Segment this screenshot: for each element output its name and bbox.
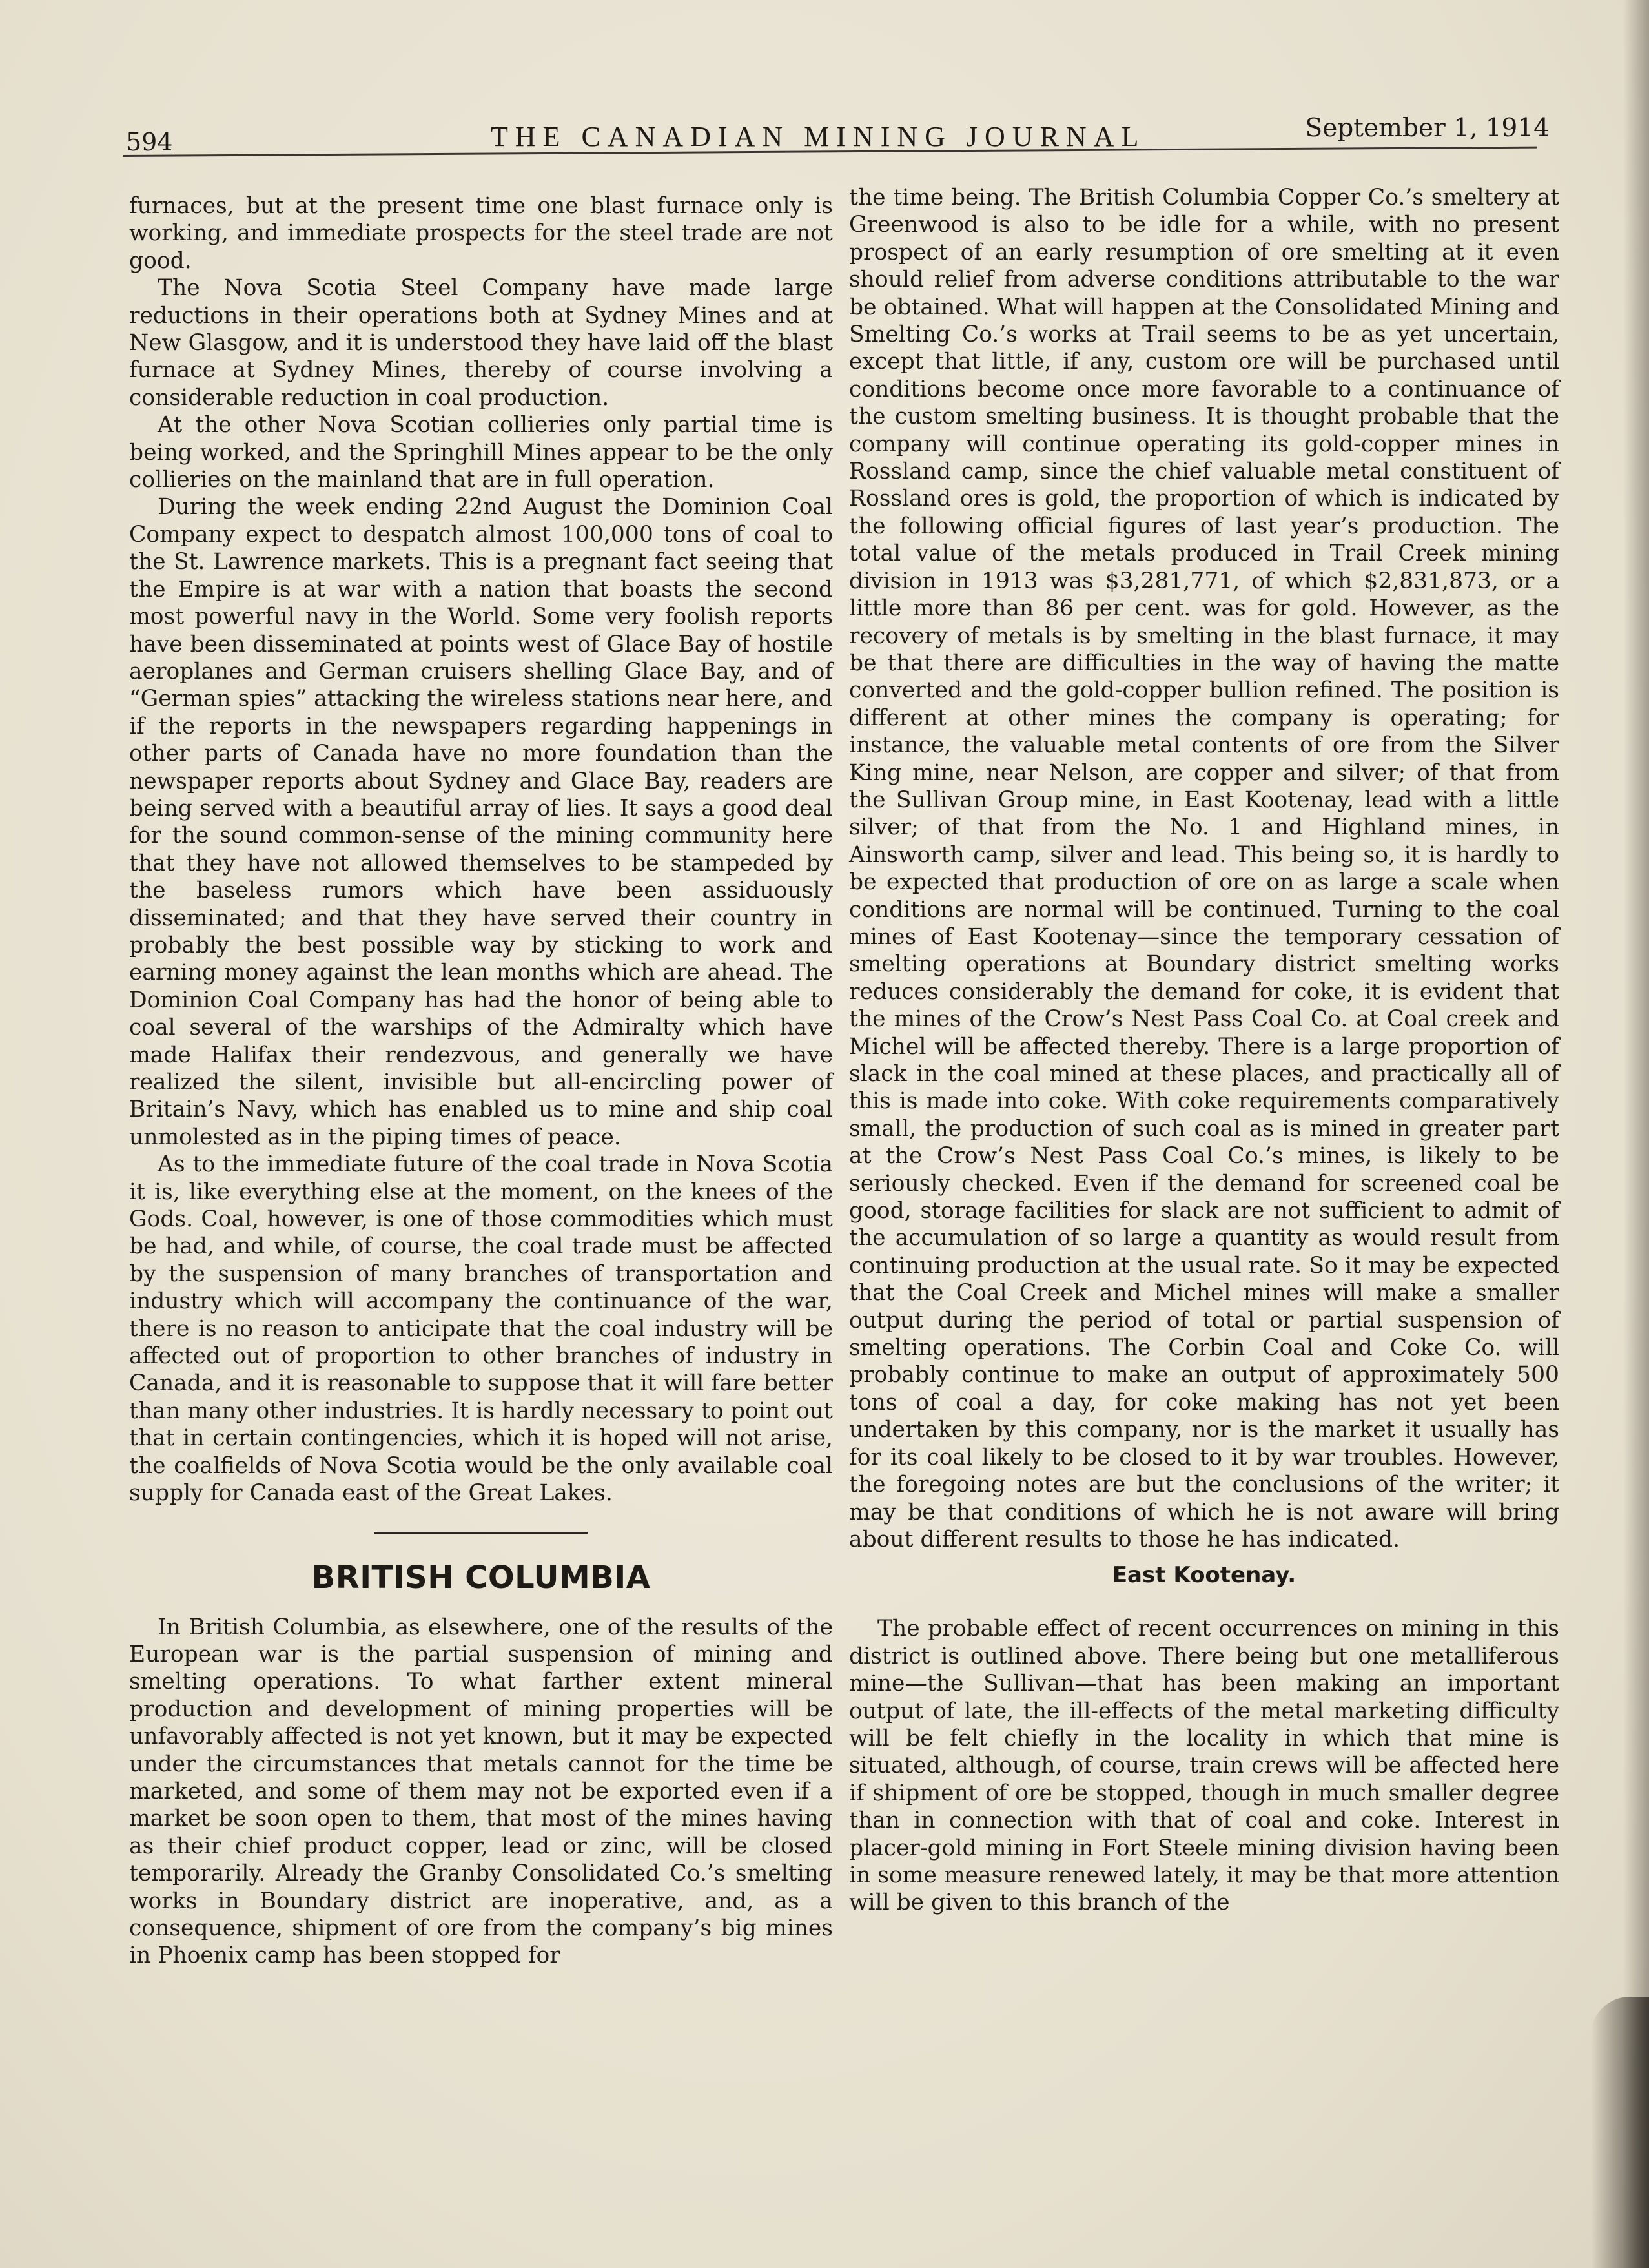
paragraph: furnaces, but at the present time one blast furnace only is working, and immediate prospects for the steel trade are not good. — [129, 193, 833, 274]
paragraph: During the week ending 22nd August the Dominion Coal Company expect to despatch almost 100,000 tons of coal to the St. Lawrence markets. This is a pregnant fact seeing that the Empire is at war with a nation that boasts the second most powerful navy in the World. Some very foolish reports have been disseminated at points west of Glace Bay of hostile aeroplanes and German cruisers shelling Glace Bay, and of “German spies” attacking the wireless stations near here, and if the reports in the newspapers regarding happenings in other parts of Canada have no more foundation than the newspaper reports about Sydney and Glace Bay, readers are being served with a beautiful array of lies. It says a good deal for the sound common-sense of the mining community here that they have not allowed themselves to be stampeded by the baseless rumors which have been assiduously disseminated; and that they have served their country in probably the best possible way by sticking to work and earning money against the lean months which are ahead. The Dominion Coal Company has had the honor of being able to coal several of the warships of the Admiralty which have made Halifax their rendezvous, and generally we have realized the silent, invisible but all-encircling power of Britain’s Navy, which has enabled us to mine and ship coal unmolested as in the piping times of peace. — [129, 494, 834, 1150]
subheading: East Kootenay. — [1112, 1562, 1296, 1589]
issue-date: September 1, 1914 — [1305, 114, 1550, 143]
journal-title: THE CANADIAN MINING JOURNAL — [491, 121, 1146, 152]
paragraph: At the other Nova Scotian collieries only partial time is being worked, and the Springhill Mines appear to be the only collieries on the mainland that are in full operation. — [129, 412, 833, 493]
section-heading: BRITISH COLUMBIA — [311, 1559, 651, 1596]
page-edge-shadow — [1623, 0, 1649, 2268]
paragraph: As to the immediate future of the coal trade in Nova Scotia it is, like everything else at the moment, on the knees of the Gods. Coal, however, is one of those commodities which must be had, and while, of course, the coal trade must be affected by the suspension of many branches of transportation and industry which will accompany the continuance of the war, there is no reason to anticipate that the coal industry will be affected out of proportion to other branches of industry in Canada, and it is reasonable to suppose that it will fare better than many other industries. It is hardly necessary to point out that in certain contingencies, which it is hoped will not arise, the coalfields of Nova Scotia would be the only available coal supply for Canada east of the Great Lakes. — [129, 1151, 833, 1507]
section-divider — [374, 1532, 588, 1534]
paragraph: The Nova Scotia Steel Company have made large reductions in their operations both at Sydney Mines and at New Glasgow, and it is understood they have laid off the blast furnace at Sydney Mines, thereby of course involving a considerable reduction in coal production. — [129, 275, 833, 411]
page-number: 594 — [126, 128, 173, 156]
right-column — [849, 184, 1559, 1917]
paragraph: the time being. The British Columbia Copper Co.’s smeltery at Greenwood is also to be idle for a while, with no present prospect of an early resumption of ore smelting at it even should relief from adverse conditions attributable to the war be obtained. What will happen at the Consolidated Mining and Smelting Co.’s works at Trail seems to be as yet uncertain, except that little, if any, custom ore will be purchased until conditions become once more favorable to a continuance of the custom smelting business. It is thought probable that the company will continue operating its gold-copper mines in Rossland camp, since the chief valuable metal constituent of Rossland ores is gold, the proportion of which is indicated by the following official figures of last year’s production. The total value of the metals produced in Trail Creek mining division in 1913 was $3,281,771, of which $2,831,873, or a little more than 86 per cent. was for gold. However, as the recovery of metals is by smelting in the blast furnace, it may be that there are difficulties in the way of having the matte converted and the gold-copper bullion refined. The position is different at other mines the company is operating; for instance, the valuable metal contents of ore from the Silver King mine, near Nelson, are copper and silver; of that from the Sullivan Group mine, in East Kootenay, lead with a little silver; of that from the No. 1 and Highland mines, in Ainsworth camp, silver and lead. This being so, it is hardly to be expected that production of ore on as large a scale when conditions are normal will be continued. Turning to the coal mines of East Kootenay—since the temporary cessation of smelting operations at Boundary district smelting works reduces considerably the demand for coke, it is evident that the mines of the Crow’s Nest Pass Coal Co. at Coal creek and Michel will be affected thereby. There is a large proportion of slack in the coal mined at these places, and practically all of this is made into coke. With coke requirements comparatively small, the production of such coal as is mined in greater part at the Crow’s Nest Pass Coal Co.’s mines, is likely to be seriously checked. Even if the demand for screened coal be good, storage facilities for slack are not sufficient to admit of the accumulation of so large a quantity as would result from continuing production at the usual rate. So it may be expected that the Coal Creek and Michel mines will make a smaller output during the period of total or partial suspension of smelting operations. The Corbin Coal and Coke Co. will probably continue to make an output of approximately 500 tons of coal a day, for coke making has not yet been undertaken by this company, nor is the market it usually has for its coal likely to be closed to it by war troubles. However, the foregoing notes are but the conclusions of the writer; it may be that conditions of which he is not aware will bring about different results to those he has indicated. — [849, 185, 1559, 1552]
paragraph: The probable effect of recent occurrences on mining in this district is outlined above. There being but one metalliferous mine—the Sullivan—that has been making an important output of late, the ill-effects of the metal marketing difficulty will be felt chiefly in the locality in which that mine is situated, although, of course, train crews will be affected here if shipment of ore be stopped, though in much smaller degree than in connection with that of coal and coke. Interest in placer-gold mining in Fort Steele mining division having been in some measure renewed lately, it may be that more attention will be given to this branch of the — [849, 1616, 1559, 1916]
paragraph: In British Columbia, as elsewhere, one of the results of the European war is the partial suspension of mining and smelting operations. To what farther extent mineral production and development of mining properties will be unfavorably affected is not yet known, but it may be expected under the circumstances that metals cannot for the time be marketed, and some of them may not be exported even if a market be soon open to them, that most of the mines having as their chief product copper, lead or zinc, will be closed temporarily. Already the Granby Consolidated Co.’s smelting works in Boundary district are inoperative, and, as a consequence, shipment of ore from the company’s big mines in Phoenix camp has been stopped for — [129, 1614, 833, 1969]
page-corner-shadow — [1591, 1997, 1649, 2268]
left-column — [129, 192, 833, 1970]
